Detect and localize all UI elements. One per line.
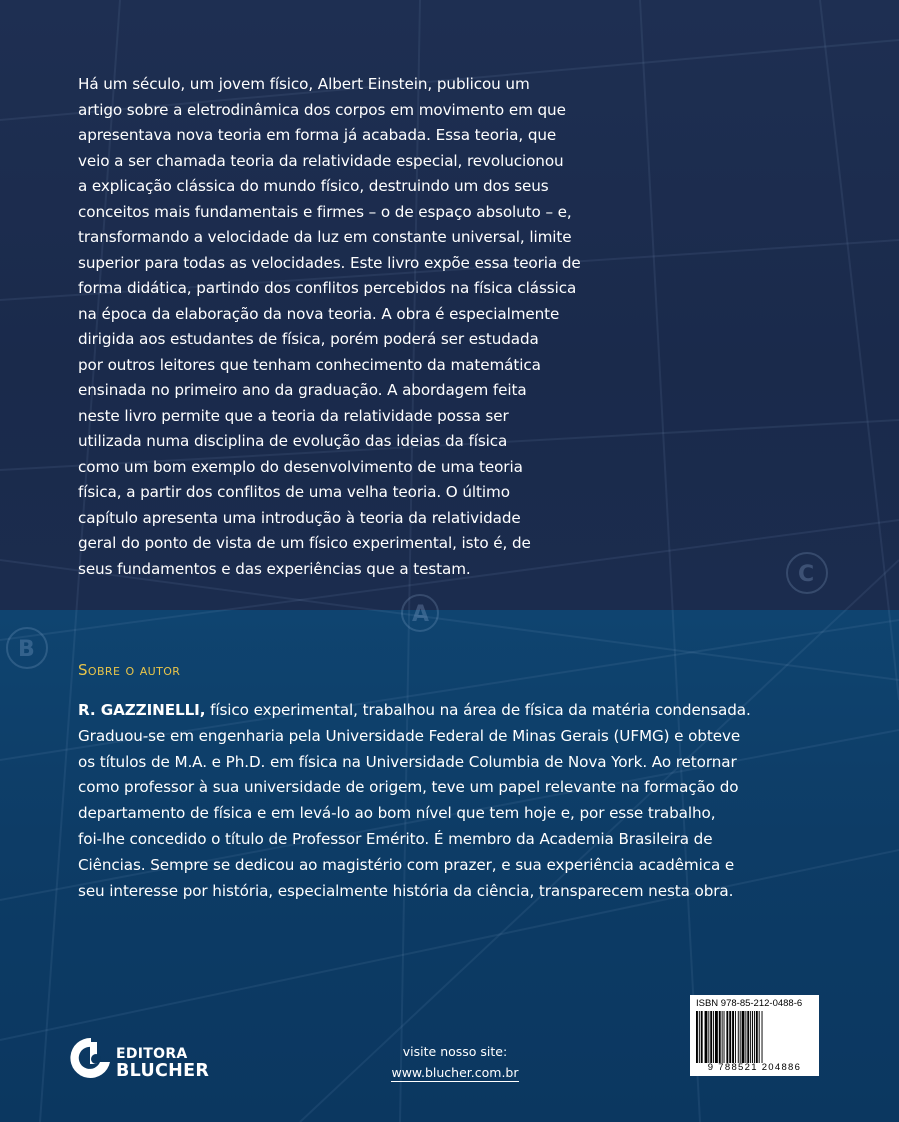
synopsis-line: Há um século, um jovem físico, Albert Einstein, publicou um bbox=[78, 75, 530, 93]
synopsis-line: como um bom exemplo do desenvolvimento de uma teoria bbox=[78, 457, 523, 476]
barcode-bar bbox=[713, 1011, 714, 1063]
svg-text:C: C bbox=[798, 562, 815, 587]
barcode-bar bbox=[745, 1011, 746, 1063]
about-author-heading: Sobre o autor bbox=[78, 661, 181, 679]
synopsis-text bbox=[78, 72, 598, 582]
synopsis-line: a explicação clássica do mundo físico, destruindo um dos seus bbox=[78, 177, 549, 195]
barcode-digits: 9 788521 204886 bbox=[707, 1062, 802, 1073]
publisher-name-line1: EDITORA bbox=[116, 1046, 188, 1062]
isbn-label: ISBN 978-85-212-0488-6 bbox=[696, 998, 803, 1009]
barcode-bar bbox=[738, 1011, 739, 1063]
marker-a-icon bbox=[402, 595, 438, 631]
barcode-bar bbox=[708, 1011, 709, 1063]
barcode-bar bbox=[705, 1011, 708, 1063]
author-bio-line: Graduou-se em engenharia pela Universidade Federal de Minas Gerais (UFMG) e obteve bbox=[78, 726, 741, 745]
isbn-barcode bbox=[690, 995, 819, 1076]
barcode-bar bbox=[752, 1011, 753, 1063]
author-bio-line: os títulos de M.A. e Ph.D. em física na Universidade Columbia de Nova York. Ao retornar bbox=[78, 752, 737, 771]
synopsis-line: na época da elaboração da nova teoria. A obra é especialmente bbox=[78, 304, 560, 323]
synopsis-line: conceitos mais fundamentais e firmes – o de espaço absoluto – e, bbox=[78, 202, 572, 221]
synopsis-line: forma didática, partindo dos conflitos percebidos na física clássica bbox=[78, 279, 577, 297]
barcode-bar bbox=[729, 1011, 731, 1063]
synopsis-line: artigo sobre a eletrodinâmica dos corpos em movimento em que bbox=[78, 100, 566, 119]
barcode-bar bbox=[756, 1011, 758, 1063]
synopsis-line: capítulo apresenta uma introdução à teoria da relatividade bbox=[78, 508, 521, 527]
barcode-bar bbox=[732, 1011, 734, 1063]
barcode-bar bbox=[715, 1011, 718, 1063]
website-link[interactable]: www.blucher.com.br bbox=[391, 1065, 519, 1080]
barcode-bar bbox=[701, 1011, 703, 1063]
svg-text:A: A bbox=[412, 602, 430, 627]
author-bio-line: departamento de física e em levá-lo ao bom nível que tem hoje e, por esse trabalho, bbox=[78, 804, 716, 823]
author-name: R. GAZZINELLI, bbox=[78, 701, 206, 719]
publisher-name-line2: BLUCHER bbox=[116, 1061, 210, 1081]
svg-text:B: B bbox=[18, 637, 35, 662]
barcode-bar bbox=[719, 1011, 721, 1063]
author-bio-line: seu interesse por história, especialmente história da ciência, transparecem nesta obra. bbox=[78, 881, 734, 900]
barcode-bar bbox=[747, 1011, 749, 1063]
synopsis-line: dirigida aos estudantes de física, porém poderá ser estudada bbox=[78, 330, 539, 348]
synopsis-line: por outros leitores que tenham conhecimento da matemática bbox=[78, 355, 541, 374]
author-bio-line: Ciências. Sempre se dedicou ao magistério com prazer, e sua experiência acadêmica e bbox=[78, 855, 735, 874]
author-bio-first-line bbox=[78, 698, 751, 724]
synopsis-line: neste livro permite que a teoria da relatividade possa ser bbox=[78, 406, 509, 425]
synopsis-line: seus fundamentos e das experiências que a testam. bbox=[78, 559, 471, 578]
synopsis-line: veio a ser chamada teoria da relatividade especial, revolucionou bbox=[78, 151, 564, 170]
author-bio-line: como professor à sua universidade de origem, teve um papel relevante na formação do bbox=[78, 778, 739, 797]
barcode-bar bbox=[735, 1011, 736, 1063]
barcode-bar bbox=[710, 1011, 712, 1063]
barcode-bar bbox=[726, 1011, 728, 1063]
blucher-logo-icon bbox=[70, 1036, 112, 1080]
synopsis-line: apresentava nova teoria em forma já acabada. Essa teoria, que bbox=[78, 126, 557, 144]
marker-b-icon bbox=[7, 628, 47, 668]
author-bio-line: foi-lhe concedido o título de Professor Emérito. É membro da Academia Brasileira de bbox=[78, 829, 713, 848]
barcode-icon bbox=[694, 1011, 815, 1063]
barcode-bar bbox=[722, 1011, 723, 1063]
barcode-bar bbox=[699, 1011, 700, 1063]
synopsis-line: superior para todas as velocidades. Este livro expõe essa teoria de bbox=[78, 253, 581, 272]
synopsis-line: ensinada no primeiro ano da graduação. A abordagem feita bbox=[78, 381, 527, 399]
synopsis-line: utilizada numa disciplina de evolução das ideias da física bbox=[78, 432, 508, 450]
barcode-bar bbox=[750, 1011, 751, 1063]
author-bio bbox=[78, 698, 751, 904]
barcode-bar bbox=[759, 1011, 760, 1063]
synopsis-line: geral do ponto de vista de um físico experimental, isto é, de bbox=[78, 534, 531, 552]
website-label: visite nosso site: bbox=[402, 1044, 508, 1059]
barcode-bar bbox=[724, 1011, 725, 1063]
barcode-bar bbox=[754, 1011, 755, 1063]
author-bio-first-line-text: físico experimental, trabalhou na área de física da matéria condensada. bbox=[205, 701, 751, 719]
barcode-bar bbox=[740, 1011, 741, 1063]
barcode-bar bbox=[696, 1011, 698, 1063]
publisher-logo bbox=[70, 1028, 240, 1092]
barcode-bar bbox=[762, 1011, 763, 1063]
synopsis-line: física, a partir dos conflitos de uma velha teoria. O último bbox=[78, 483, 510, 501]
website-block bbox=[380, 1044, 530, 1082]
synopsis-line: transformando a velocidade da luz em constante universal, limite bbox=[78, 228, 572, 246]
barcode-bar bbox=[742, 1011, 745, 1063]
marker-c-icon bbox=[787, 553, 827, 593]
